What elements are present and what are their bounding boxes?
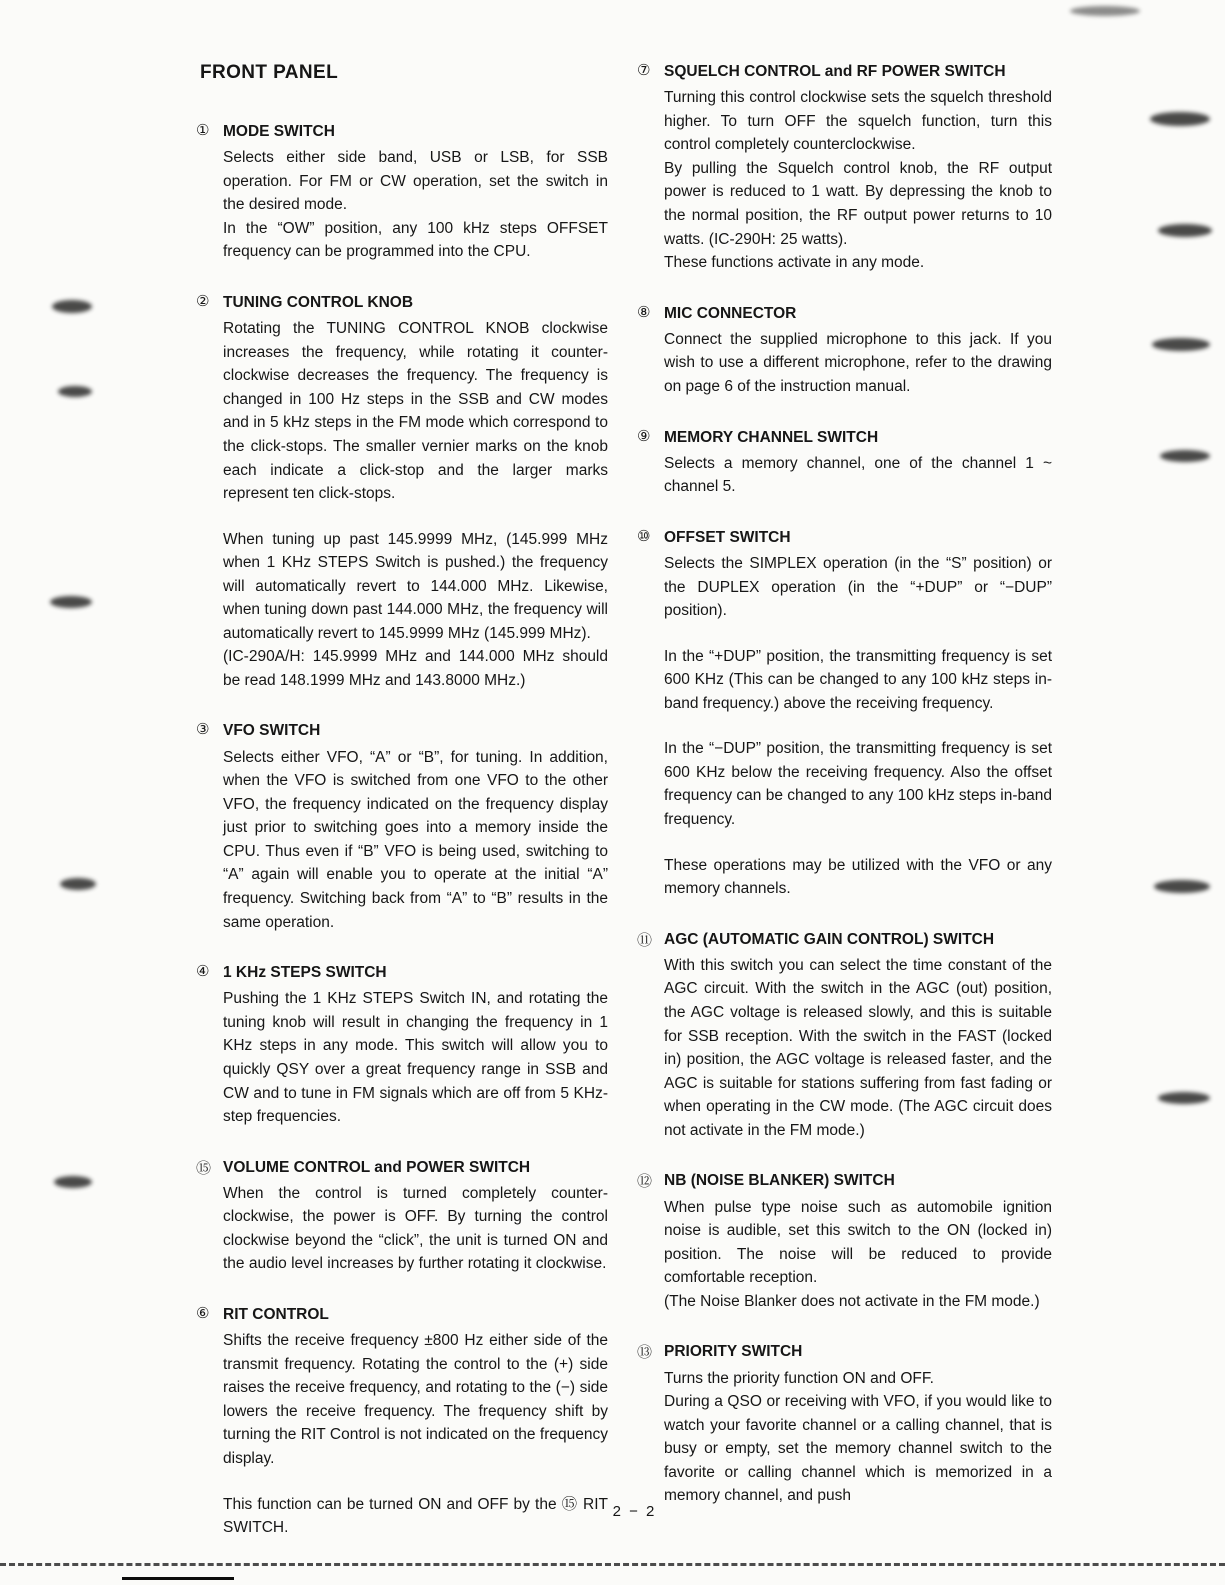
section-heading: MODE SWITCH xyxy=(223,123,335,140)
section-heading: 1 KHz STEPS SWITCH xyxy=(223,964,387,982)
paragraph: This function can be turned ON and OFF by the ⑮ RIT SWITCH. xyxy=(223,1495,608,1537)
section-heading: OFFSET SWITCH xyxy=(664,528,791,546)
circled-number-9: ⑨ xyxy=(637,426,651,445)
scan-smudge xyxy=(1160,450,1210,462)
paragraph: These operations may be utilized with the VFO or any memory channels. xyxy=(664,856,1052,898)
section-squelch-control-rf-power xyxy=(637,60,1052,275)
scan-smudge xyxy=(58,386,92,397)
section-vfo-switch xyxy=(196,719,608,934)
scan-smudge xyxy=(1150,112,1210,126)
section-priority-switch xyxy=(637,1340,1052,1508)
section-heading: NB (NOISE BLANKER) SWITCH xyxy=(664,1172,895,1190)
paragraph: In the “OW” position, any 100 kHz steps OFFSET frequency can be programmed into the CPU. xyxy=(223,219,608,261)
circled-number-7: ⑦ xyxy=(637,61,651,79)
paragraph: Rotating the TUNING CONTROL KNOB clockwise increases the frequency, while rotating it counter-clockwise decreases the frequency. The frequency is changed in 100 Hz steps in the SSB and CW modes and in 5 kHz steps in the FM mode which correspond to the click-stops. The smaller vernier marks on the knob each indicate a click-stop and the larger marks represent ten click-stops. xyxy=(223,320,608,503)
circled-number-8: ⑧ xyxy=(637,302,651,321)
section-mode-switch xyxy=(196,120,608,264)
circled-number-15: ⑮ xyxy=(196,1158,212,1177)
paragraph: In the “+DUP” position, the transmitting frequency is set 600 KHz (This can be changed to any 100 kHz steps in-band frequency.) above the receiving frequency. xyxy=(664,647,1052,712)
paragraph: Pushing the 1 KHz STEPS Switch IN, and rotating the tuning knob will result in changing the frequency in 1 KHz steps in any mode. This switch will allow you to quickly QSY over a great frequency range in SSB and CW and to tune in FM signals which are off from 5 KHz-step frequencies. xyxy=(223,990,608,1126)
section-heading: VFO SWITCH xyxy=(223,722,321,740)
section-1khz-steps-switch xyxy=(196,961,608,1129)
paragraph: (The Noise Blanker does not activate in the FM mode.) xyxy=(664,1292,1040,1310)
circled-number-10: ⑩ xyxy=(637,526,651,545)
paragraph: With this switch you can select the time constant of the AGC circuit. With the switch in the AGC (out) position, the AGC voltage is released slowly, and this is suitable for SSB reception. With the switch in the FAST (locked in) position, the AGC voltage is released faster, and the AGC is suitable for stations suffering from fast fading or when operating in the CW mode. (The AGC circuit does not activate in the FM mode.) xyxy=(664,956,1052,1139)
paragraph: During a QSO or receiving with VFO, if you would like to watch your favorite channel or a calling channel, that is busy or empty, set the memory channel switch to the favorite or calling channel which is memorized in a memory channel, and push xyxy=(664,1393,1052,1505)
circled-number-12: ⑫ xyxy=(637,1172,653,1191)
right-column xyxy=(637,60,1052,1535)
scan-solid-line xyxy=(122,1577,234,1580)
scan-smudge xyxy=(1152,338,1210,351)
paragraph: These functions activate in any mode. xyxy=(664,254,925,272)
paragraph: In the “−DUP” position, the transmitting frequency is set 600 KHz below the receiving frequency. Also the offset frequency can be changed to any 100 kHz steps in-band frequency. xyxy=(664,740,1052,829)
scan-smudge xyxy=(52,300,92,313)
circled-number-4: ④ xyxy=(196,962,210,981)
paragraph: By pulling the Squelch control knob, the RF output power is reduced to 1 watt. By depressing the knob to the normal position, the RF output power returns to 10 watts. (IC-290H: 25 watts). xyxy=(664,159,1052,248)
paragraph: Selects a memory channel, one of the channel 1 ~ channel 5. xyxy=(664,454,1052,496)
paragraph: Shifts the receive frequency ±800 Hz either side of the transmit frequency. Rotating the control to the (+) side raises the receive frequency, and rotating to the (−) side lowers the receive frequency. The frequency shift by turning the RIT Control is not indicated on the frequency display. xyxy=(223,1332,608,1468)
section-memory-channel-switch xyxy=(637,426,1052,499)
paragraph: Selects either VFO, “A” or “B”, for tuning. In addition, when the VFO is switched from one VFO to the other VFO, the frequency indicated on the frequency display just prior to switching goes into a memory inside the CPU. Thus even if “B” VFO is being used, switching to “A” again will enable you to operate at the initial “A” frequency. Switching back from “A” to “B” results in the same operation. xyxy=(223,748,608,931)
paragraph: When pulse type noise such as automobile ignition noise is audible, set this switch to the ON (locked in) position. The noise will be reduced to provide comfortable reception. xyxy=(664,1198,1052,1287)
paragraph: Turns the priority function ON and OFF. xyxy=(664,1369,934,1387)
section-agc-switch xyxy=(637,928,1052,1143)
scan-smudge xyxy=(1070,6,1140,16)
section-heading: TUNING CONTROL KNOB xyxy=(223,293,414,311)
circled-number-6: ⑥ xyxy=(196,1304,210,1323)
section-offset-switch xyxy=(637,526,1052,901)
section-heading: AGC (AUTOMATIC GAIN CONTROL) SWITCH xyxy=(664,930,995,948)
scan-smudge xyxy=(50,596,92,608)
paragraph: When the control is turned completely counter-clockwise, the power is OFF. By turning the control clockwise beyond the “click”, the unit is turned ON and the audio level increases by further rotating it clockwise. xyxy=(223,1184,608,1273)
section-volume-control-power-switch xyxy=(196,1156,608,1276)
paragraph: (IC-290A/H: 145.9999 MHz and 144.000 MHz should be read 148.1999 MHz and 143.8000 MHz.) xyxy=(223,648,608,689)
scan-smudge xyxy=(1158,1092,1210,1104)
paragraph: When tuning up past 145.9999 MHz, (145.999 MHz when 1 KHz STEPS Switch is pushed.) the frequency will automatically revert to 144.000 MHz. Likewise, when tuning down past 144.000 MHz, the frequency will automatically revert to 145.9999 MHz (145.999 MHz). xyxy=(223,530,608,642)
scan-smudge xyxy=(54,1176,92,1188)
paragraph: Connect the supplied microphone to this jack. If you wish to use a different microphone, refer to the drawing on page 6 of the instruction manual. xyxy=(664,330,1052,395)
circled-number-11: ⑪ xyxy=(637,930,653,949)
scan-smudge xyxy=(1154,880,1210,893)
circled-number-3: ③ xyxy=(196,720,210,739)
section-heading: SQUELCH CONTROL and RF POWER SWITCH xyxy=(664,63,1006,80)
circled-number-1: ① xyxy=(196,121,210,139)
scan-smudge xyxy=(60,878,96,890)
left-column xyxy=(196,62,608,1567)
section-nb-switch xyxy=(637,1169,1052,1313)
section-heading: VOLUME CONTROL and POWER SWITCH xyxy=(223,1158,531,1176)
paragraph: Turning this control clockwise sets the squelch threshold higher. To turn OFF the squelch function, turn this control completely counterclockwise. xyxy=(664,89,1052,154)
page-title: FRONT PANEL xyxy=(200,62,339,83)
section-heading: MIC CONNECTOR xyxy=(664,304,797,322)
section-heading: RIT CONTROL xyxy=(223,1306,329,1324)
paragraph: Selects the SIMPLEX operation (in the “S” position) or the DUPLEX operation (in the “+DUP” or “−DUP” position). xyxy=(664,555,1052,620)
section-heading: PRIORITY SWITCH xyxy=(664,1343,803,1361)
scan-dashed-line xyxy=(0,1563,1225,1566)
scan-smudge xyxy=(1158,224,1212,237)
page-number: 2 − 2 xyxy=(612,1503,657,1520)
circled-number-13: ⑬ xyxy=(637,1343,653,1362)
section-tuning-control-knob xyxy=(196,291,608,692)
section-mic-connector xyxy=(637,302,1052,399)
section-heading: MEMORY CHANNEL SWITCH xyxy=(664,428,879,446)
circled-number-2: ② xyxy=(196,291,210,310)
paragraph: Selects either side band, USB or LSB, for SSB operation. For FM or CW operation, set the switch in the desired mode. xyxy=(223,149,608,214)
